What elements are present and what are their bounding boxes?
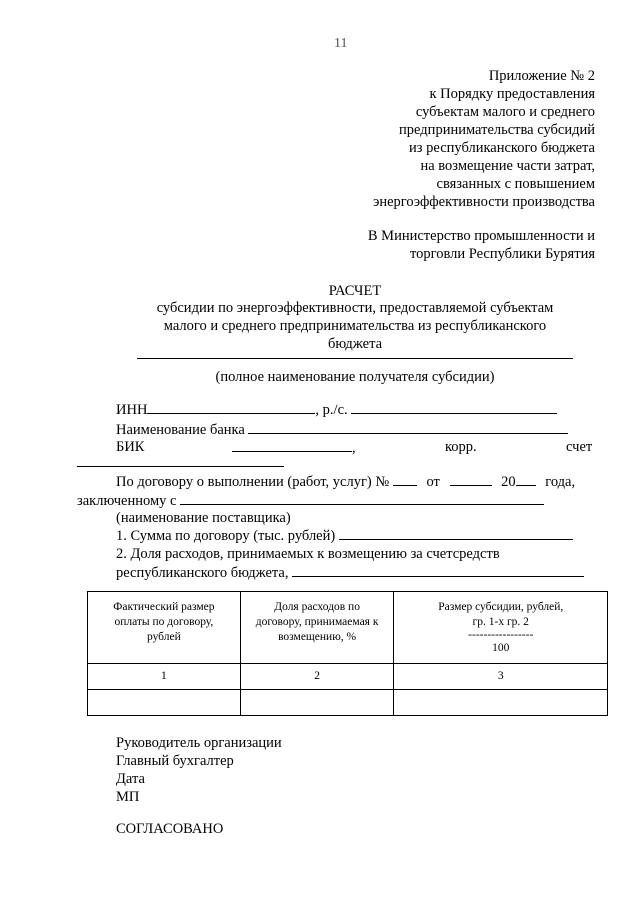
bik-field-wrap [232, 438, 356, 457]
signature-line: МП [116, 789, 140, 805]
item2-label-cont: республиканского бюджета, [116, 565, 289, 581]
header-text: Доля расходов по [274, 601, 360, 613]
supplier-field[interactable] [180, 491, 544, 505]
contract-ot-label: от [426, 474, 440, 490]
document-subtitle [0, 299, 640, 353]
header-text: оплаты по договору, [114, 616, 214, 628]
recipient-caption: (полное наименование получателя субсидии) [215, 369, 495, 385]
addressee-block [368, 227, 595, 263]
approved-label: СОГЛАСОВАНО [116, 821, 224, 837]
annex-line: Приложение № 2 [488, 68, 595, 84]
header-cell [88, 592, 241, 664]
signature-line: Дата [116, 771, 145, 787]
signature-block [116, 734, 282, 806]
bik-label: БИК [116, 439, 145, 455]
contract-year-label: года, [545, 474, 576, 490]
table-data-row [88, 690, 608, 716]
page-number: 11 [334, 36, 348, 51]
header-cell [394, 592, 608, 664]
concluded-row [77, 491, 544, 510]
account-field[interactable] [351, 400, 557, 414]
item1-field[interactable] [339, 526, 573, 540]
subtitle-line: субсидии по энергоэффективности, предоставляемой субъектам [156, 300, 554, 316]
addressee-line: В Министерство промышленности и [367, 228, 595, 244]
contract-label: По договору о выполнении (работ, услуг) № [116, 474, 390, 490]
annex-line: к Порядку предоставления [429, 86, 595, 102]
document-title: РАСЧЕТ [328, 283, 382, 299]
item2-field[interactable] [292, 563, 584, 577]
number-cell: 3 [394, 664, 608, 690]
contract-number-field[interactable] [393, 472, 417, 486]
schet-label: счет [566, 439, 593, 455]
account-label: , р./с. [315, 402, 348, 418]
header-text: Фактический размер [113, 601, 215, 613]
bik-field[interactable] [232, 438, 352, 452]
contract-row [116, 472, 575, 491]
subtitle-line: малого и среднего предпринимательства из республиканского [163, 318, 547, 334]
annex-line: на возмещение части затрат, [420, 158, 595, 174]
header-text: рублей [146, 631, 181, 643]
bank-row [116, 420, 568, 439]
subsidy-table [87, 591, 608, 716]
number-cell: 2 [240, 664, 394, 690]
header-text: ----------------- [468, 629, 534, 641]
contract-year-field[interactable] [516, 472, 536, 486]
bank-label: Наименование банка [116, 422, 245, 438]
addressee-line: торговли Республики Бурятия [409, 246, 595, 262]
item1-row [116, 526, 573, 545]
corr-account-field[interactable] [77, 466, 284, 467]
annex-line: субъектам малого и среднего [415, 104, 595, 120]
signature-line: Руководитель организации [116, 735, 282, 751]
corr-label: корр. [445, 439, 477, 455]
annex-block [373, 67, 595, 211]
contract-date-field[interactable] [450, 472, 492, 486]
header-text: 100 [492, 642, 510, 654]
header-text: договору, принимаемая к [255, 616, 379, 628]
signature-line: Главный бухгалтер [116, 753, 234, 769]
bank-field[interactable] [248, 420, 568, 434]
annex-line: из республиканского бюджета [409, 140, 595, 156]
item2-label: 2. Доля расходов, принимаемых к возмещению за счетсредств [116, 546, 500, 562]
recipient-line [137, 358, 573, 359]
item2-row [116, 563, 584, 582]
inn-label: ИНН [116, 402, 148, 418]
subtitle-line: бюджета [327, 336, 383, 352]
data-cell[interactable] [394, 690, 608, 716]
header-text: гр. 1-х гр. 2 [472, 616, 529, 628]
inn-row [116, 400, 557, 419]
annex-line: энергоэффективности производства [373, 194, 595, 210]
number-cell: 1 [88, 664, 241, 690]
header-cell [240, 592, 394, 664]
table-header-row [88, 592, 608, 664]
annex-line: предпринимательства субсидий [399, 122, 595, 138]
data-cell[interactable] [88, 690, 241, 716]
supplier-caption: (наименование поставщика) [116, 510, 291, 526]
item1-label: 1. Сумма по договору (тыс. рублей) [116, 528, 336, 544]
table-number-row [88, 664, 608, 690]
contract-year-prefix: 20 [501, 474, 516, 490]
data-cell[interactable] [240, 690, 394, 716]
header-text: возмещению, % [278, 631, 357, 643]
annex-line: связанных с повышением [436, 176, 595, 192]
header-text: Размер субсидии, рублей, [438, 601, 564, 613]
inn-field[interactable] [147, 400, 315, 414]
concluded-label: заключенному с [77, 493, 177, 509]
bik-comma: , [352, 440, 356, 456]
